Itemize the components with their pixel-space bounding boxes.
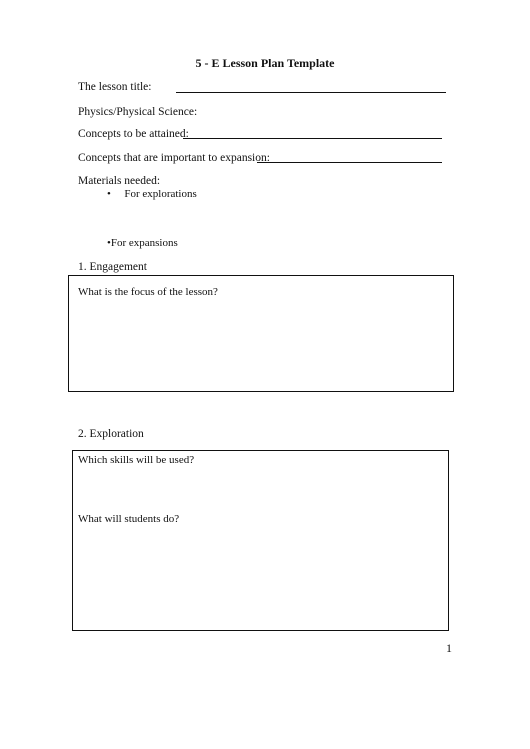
- bullet-dot-icon: •: [107, 188, 111, 200]
- exploration-box[interactable]: [72, 450, 449, 631]
- lesson-title-line[interactable]: [176, 92, 446, 93]
- materials-label: Materials needed:: [78, 175, 161, 187]
- exploration-prompt-students: What will students do?: [78, 513, 180, 525]
- page-title: 5 - E Lesson Plan Template: [195, 56, 335, 70]
- exploration-prompt-skills: Which skills will be used?: [78, 454, 195, 466]
- bullet-expansions-text: For expansions: [110, 237, 178, 249]
- engagement-heading: 1. Engagement: [78, 261, 147, 273]
- concepts-line[interactable]: [183, 138, 442, 139]
- subject-label: Physics/Physical Science:: [78, 106, 198, 118]
- bullet-dot-icon: •: [107, 237, 111, 249]
- exploration-heading: 2. Exploration: [78, 428, 144, 440]
- bullet-explorations: [107, 188, 197, 200]
- bullet-expansions: [107, 237, 178, 249]
- concepts-label: Concepts to be attained:: [78, 128, 189, 140]
- lesson-title-label: The lesson title:: [78, 81, 152, 93]
- engagement-box[interactable]: [68, 275, 454, 392]
- concepts-expansion-label: Concepts that are important to expansion:: [78, 152, 270, 164]
- engagement-prompt: What is the focus of the lesson?: [78, 286, 218, 298]
- bullet-explorations-text: For explorations: [124, 188, 197, 200]
- page-number: 1: [446, 641, 452, 655]
- concepts-expansion-line[interactable]: [257, 162, 442, 163]
